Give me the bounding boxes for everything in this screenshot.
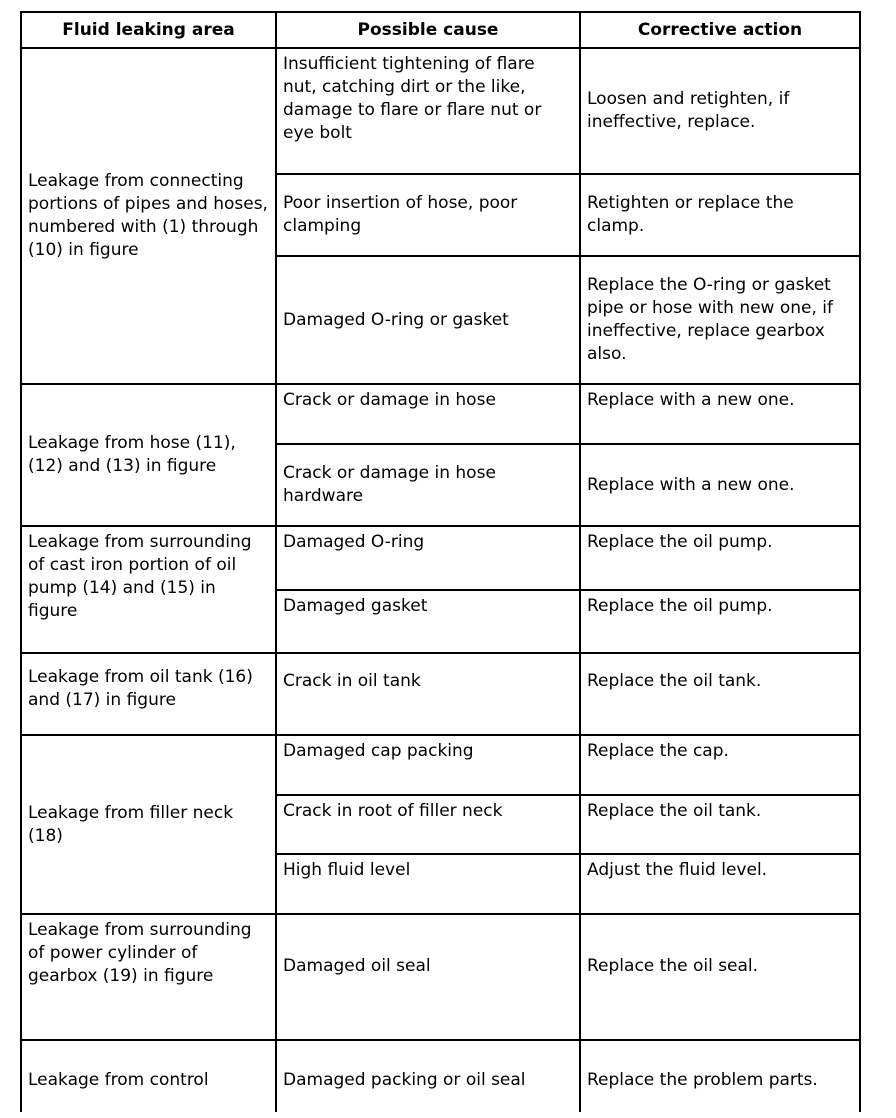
action-cell: Replace the oil seal. [580,914,860,1040]
cause-cell: Damaged cap packing [276,735,580,795]
leak-area-cell: Leakage from surrounding of power cylinder of gearbox (19) in figure [21,914,276,1040]
cause-cell: Crack in root of filler neck [276,795,580,854]
header-row [21,12,860,48]
header-possible-cause: Possible cause [276,12,580,48]
header-corrective-action: Corrective action [580,12,860,48]
leak-area-cell: Leakage from filler neck (18) [21,735,276,914]
cause-cell: Crack or damage in hose hardware [276,444,580,526]
action-cell: Replace with a new one. [580,384,860,444]
action-cell: Replace the oil tank. [580,795,860,854]
action-cell: Replace the problem parts. [580,1040,860,1112]
header-fluid-leaking-area: Fluid leaking area [21,12,276,48]
table-row [21,384,860,444]
troubleshooting-table [20,11,861,1112]
action-cell: Replace the oil pump. [580,526,860,590]
action-cell: Retighten or replace the clamp. [580,174,860,256]
action-cell: Replace the O-ring or gasket pipe or hose with new one, if ineffective, replace gearbox also. [580,256,860,384]
action-cell: Loosen and retighten, if ineffective, replace. [580,48,860,174]
table-row [21,914,860,1040]
table-row [21,526,860,590]
leak-area-cell: Leakage from connecting portions of pipes and hoses, numbered with (1) through (10) in figure [21,48,276,384]
action-cell: Replace the cap. [580,735,860,795]
action-cell: Adjust the fluid level. [580,854,860,914]
table-row [21,735,860,795]
cause-cell: Damaged oil seal [276,914,580,1040]
leak-area-cell: Leakage from oil tank (16) and (17) in figure [21,653,276,735]
cause-cell: Damaged gasket [276,590,580,653]
leak-area-cell: Leakage from hose (11), (12) and (13) in figure [21,384,276,526]
cause-cell: Crack or damage in hose [276,384,580,444]
leak-area-cell: Leakage from control [21,1040,276,1112]
cause-cell: Damaged O-ring or gasket [276,256,580,384]
table-row [21,653,860,735]
action-cell: Replace with a new one. [580,444,860,526]
cause-cell: Damaged O-ring [276,526,580,590]
cause-cell: Insufficient tightening of flare nut, catching dirt or the like, damage to flare or flare nut or eye bolt [276,48,580,174]
action-cell: Replace the oil pump. [580,590,860,653]
table-row [21,1040,860,1112]
cause-cell: Poor insertion of hose, poor clamping [276,174,580,256]
leak-area-cell: Leakage from surrounding of cast iron portion of oil pump (14) and (15) in figure [21,526,276,653]
cause-cell: Crack in oil tank [276,653,580,735]
cause-cell: Damaged packing or oil seal [276,1040,580,1112]
cause-cell: High fluid level [276,854,580,914]
action-cell: Replace the oil tank. [580,653,860,735]
table-row [21,48,860,174]
